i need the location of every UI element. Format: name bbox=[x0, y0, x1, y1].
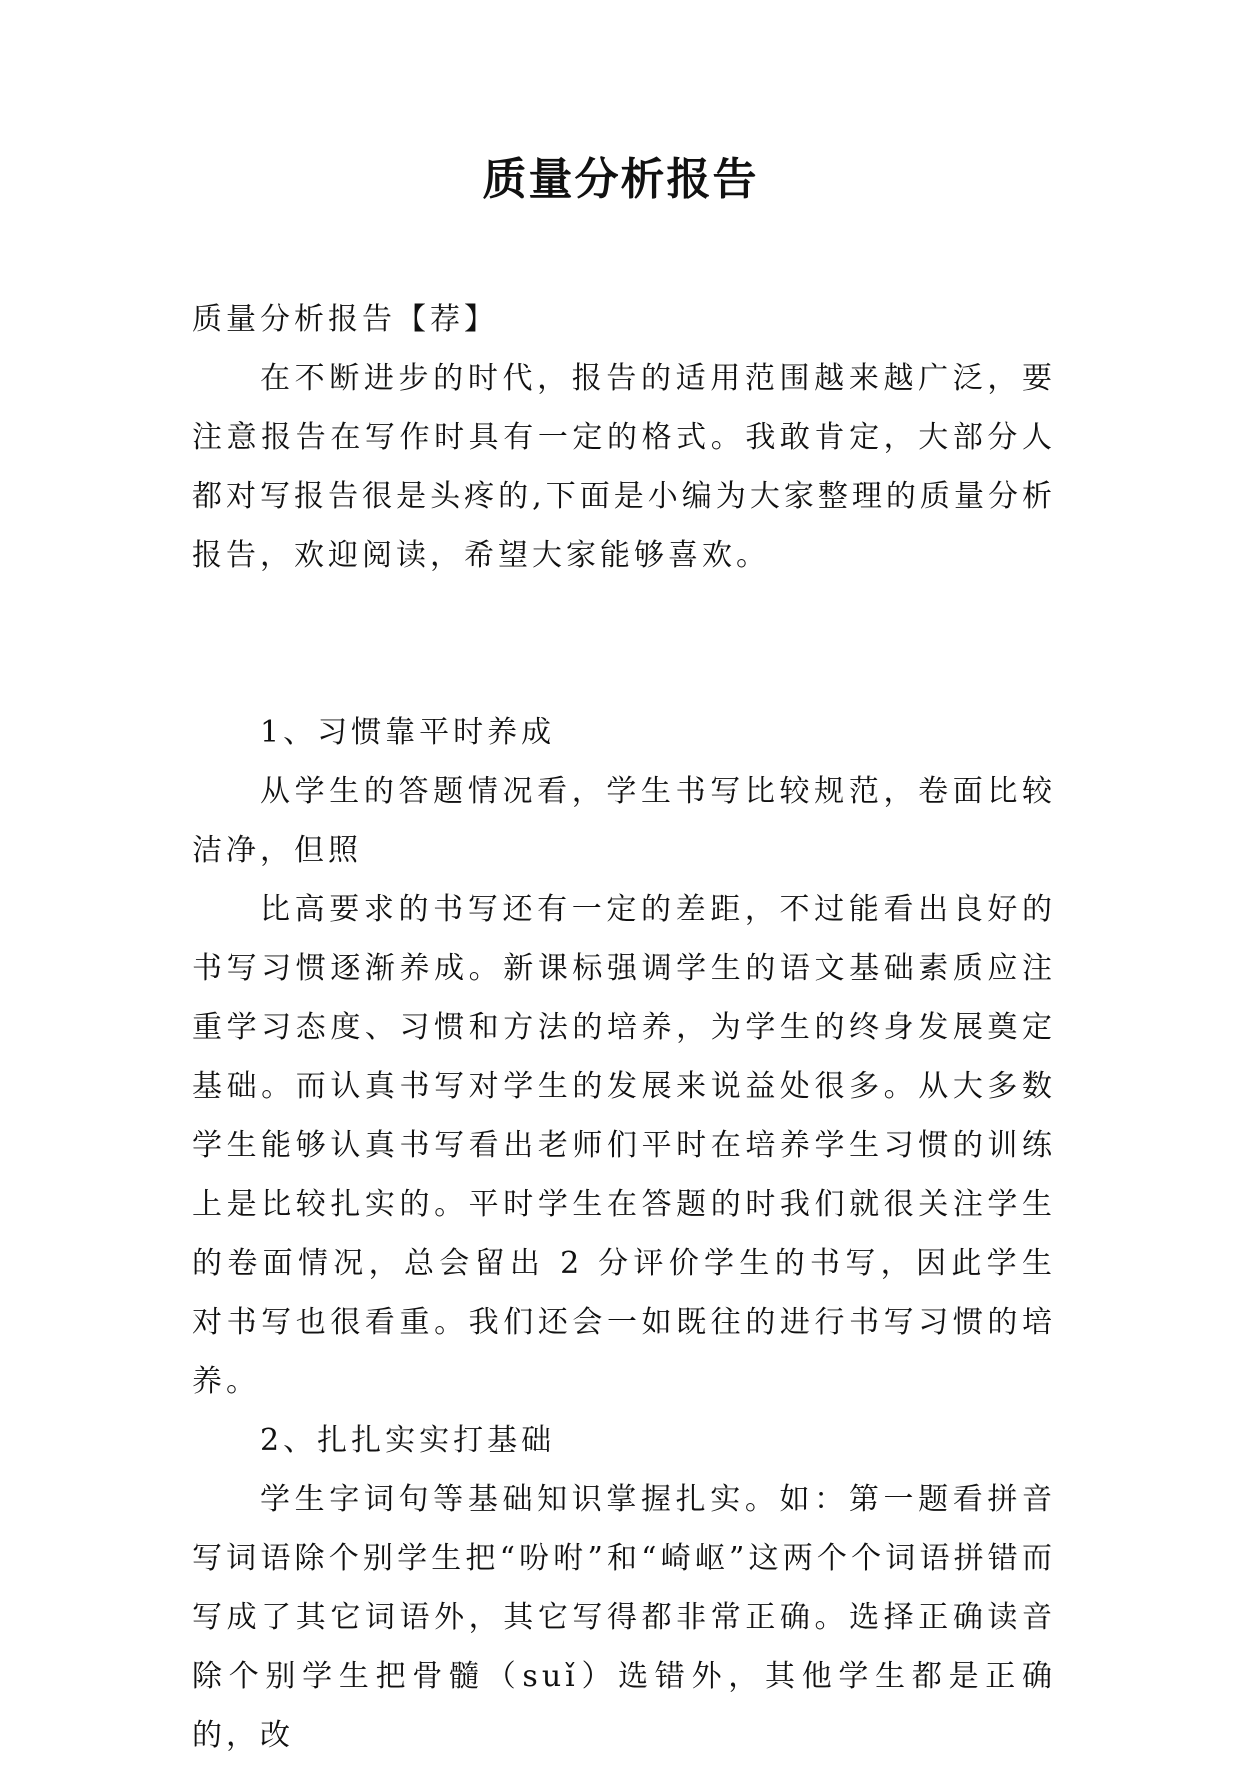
section-1-heading: 1、习惯靠平时养成 bbox=[260, 715, 556, 750]
section-2-paragraph-1: 学生字词句等基础知识掌握扎实。如：第一题看拼音写词语除个别学生把“吩咐”和“崎岖”这两个个词语拼错而写成了其它词语外，其它写得都非常正确。选择正确读音除个别学生把骨髓（suǐ）选错外，其他学生都是正确的，改 bbox=[192, 1482, 1056, 1753]
section-1-paragraph-2: 比高要求的书写还有一定的差距，不过能看出良好的书写习惯逐渐养成。新课标强调学生的语文基础素质应注重学习态度、习惯和方法的培养，为学生的终身发展奠定基础。而认真书写对学生的发展来说益处很多。从大多数学生能够认真书写看出老师们平时在培养学生习惯的训练上是比较扎实的。平时学生在答题的时我们就很关注学生的卷面情况，总会留出 2 分评价学生的书写，因此学生对书写也很看重。我们还会一如既往的进行书写习惯的培养。 bbox=[192, 892, 1056, 1399]
paragraph-gap bbox=[192, 585, 1056, 703]
document-body bbox=[192, 290, 1056, 1765]
document-subtitle: 质量分析报告【荐】 bbox=[192, 302, 498, 337]
section-2-heading: 2、扎扎实实打基础 bbox=[260, 1423, 556, 1458]
intro-paragraph: 在不断进步的时代，报告的适用范围越来越广泛，要注意报告在写作时具有一定的格式。我敢肯定，大部分人都对写报告很是头疼的,下面是小编为大家整理的质量分析报告，欢迎阅读，希望大家能够喜欢。 bbox=[192, 361, 1056, 573]
document-title: 质量分析报告 bbox=[482, 154, 759, 205]
section-1-paragraph-1: 从学生的答题情况看，学生书写比较规范，卷面比较洁净，但照 bbox=[192, 774, 1056, 868]
